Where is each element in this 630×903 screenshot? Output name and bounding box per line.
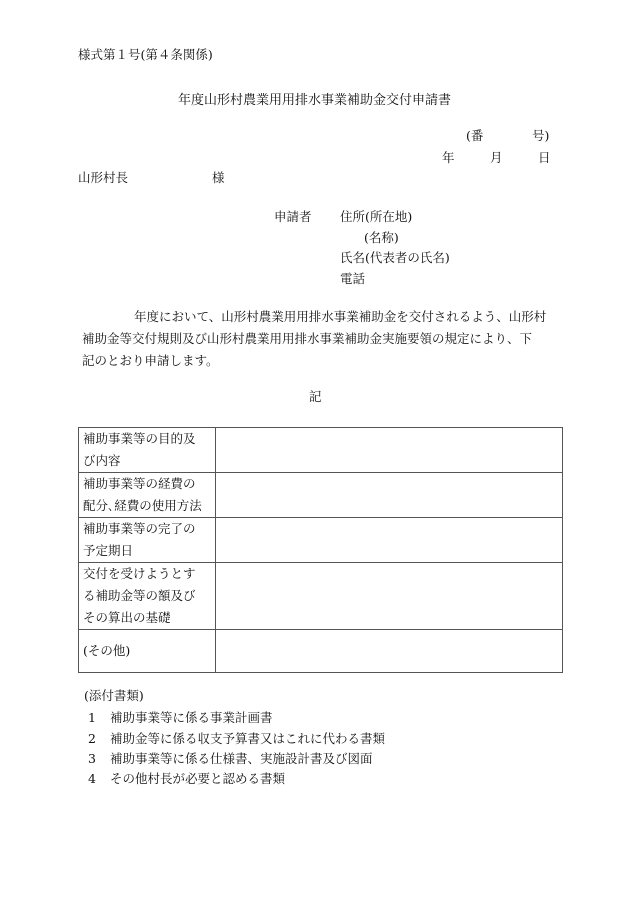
date-year: 年	[442, 150, 455, 165]
applicant-name-person: 氏名(代表者の氏名)	[340, 250, 450, 265]
row-label-line: 交付を受けようとす	[83, 566, 196, 581]
row-label	[79, 563, 216, 630]
row-label-line: 予定期日	[83, 543, 134, 558]
date-day: 日	[538, 150, 551, 165]
row-label	[79, 630, 216, 673]
ki-heading: 記	[309, 389, 322, 404]
attachment-num: 4	[88, 771, 96, 786]
row-label-line: (その他)	[83, 643, 131, 658]
row-label-line: び内容	[83, 453, 121, 468]
applicant-name-org: (名称)	[364, 230, 399, 245]
row-value-field[interactable]	[216, 428, 563, 473]
document-title: 年度山形村農業用用排水事業補助金交付申請書	[178, 93, 452, 108]
row-label-line: 配分､経費の使用方法	[83, 498, 202, 513]
body-line: 補助金等交付規則及び山形村農業用用排水事業補助金実施要領の規定により、下	[82, 331, 533, 346]
body-paragraph	[82, 306, 562, 372]
applicant-label: 申請者	[274, 209, 312, 224]
table-row	[79, 473, 563, 518]
application-items-table	[78, 427, 563, 673]
attachment-item	[88, 751, 373, 767]
applicant-address: 住所(所在地)	[340, 209, 413, 224]
row-label-line: 補助事業等の目的及	[83, 431, 196, 446]
number-close: 号)	[532, 128, 550, 143]
row-label-line: 補助事業等の経費の	[83, 476, 196, 491]
addressee-honorific: 様	[212, 170, 225, 185]
row-label-line: 補助事業等の完了の	[83, 521, 196, 536]
attachment-item	[88, 731, 385, 747]
attachments-heading: (添付書類)	[84, 688, 144, 703]
attachment-text: 補助金等に係る収支予算書又はこれに代わる書類	[110, 731, 386, 746]
row-label	[79, 518, 216, 563]
row-label	[79, 428, 216, 473]
row-label-line: その算出の基礎	[83, 610, 171, 625]
form-label: 様式第１号(第４条関係)	[78, 47, 213, 62]
table-row	[79, 518, 563, 563]
row-value-field[interactable]	[216, 473, 563, 518]
body-line: 年度において、山形村農業用用排水事業補助金を交付されるよう、山形村	[134, 309, 547, 324]
attachment-num: 1	[88, 710, 96, 725]
attachment-num: 3	[88, 751, 96, 766]
attachment-text: その他村長が必要と認める書類	[110, 771, 286, 786]
attachment-item	[88, 771, 285, 787]
table-row	[79, 428, 563, 473]
attachment-text: 補助事業等に係る事業計画書	[110, 710, 273, 725]
row-label	[79, 473, 216, 518]
row-label-line: る補助金等の額及び	[83, 588, 196, 603]
number-open: (番	[466, 128, 484, 143]
row-value-field[interactable]	[216, 630, 563, 673]
attachment-num: 2	[88, 731, 96, 746]
addressee-name: 山形村長	[78, 170, 129, 185]
row-value-field[interactable]	[216, 563, 563, 630]
body-line: 記のとおり申請します。	[82, 353, 219, 368]
applicant-phone: 電話	[340, 271, 366, 286]
attachment-text: 補助事業等に係る仕様書、実施設計書及び図面	[110, 751, 373, 766]
date-month: 月	[490, 150, 503, 165]
row-value-field[interactable]	[216, 518, 563, 563]
table-row	[79, 630, 563, 673]
table-row	[79, 563, 563, 630]
attachment-item	[88, 710, 273, 726]
